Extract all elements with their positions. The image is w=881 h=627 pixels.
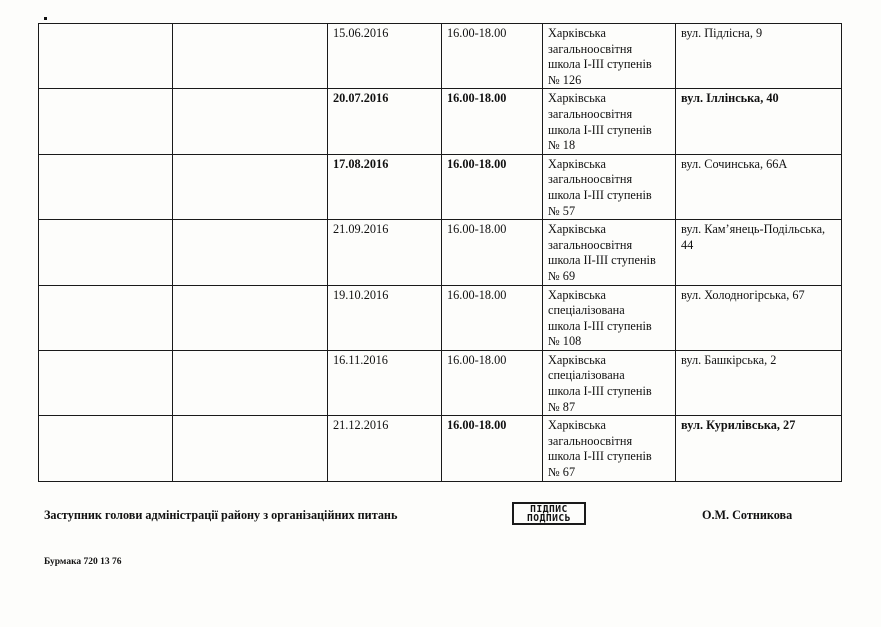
- address-cell: вул. Сочинська, 66А: [676, 154, 842, 219]
- empty-cell: [39, 24, 173, 89]
- table-row: [39, 24, 842, 89]
- stamp-line-1: ПІДПИС: [530, 504, 568, 515]
- empty-cell: [173, 24, 328, 89]
- empty-cell: [173, 89, 328, 154]
- empty-cell: [173, 154, 328, 219]
- empty-cell: [173, 416, 328, 481]
- executor-contact: Бурмака 720 13 76: [44, 557, 122, 567]
- address-cell: вул. Підлісна, 9: [676, 24, 842, 89]
- date-cell: 16.11.2016: [328, 350, 442, 415]
- schedule-table: [38, 23, 842, 482]
- table-row: [39, 89, 842, 154]
- table-row: [39, 154, 842, 219]
- address-cell: вул. Холодногірська, 67: [676, 285, 842, 350]
- empty-cell: [39, 154, 173, 219]
- date-cell: 19.10.2016: [328, 285, 442, 350]
- empty-cell: [39, 220, 173, 285]
- school-cell: Харківська загальноосвітня школа І-ІІІ ступенів № 67: [543, 416, 676, 481]
- table-row: [39, 350, 842, 415]
- scan-dot-mark: [44, 17, 47, 20]
- school-cell: Харківська загальноосвітня школа І-ІІІ ступенів № 57: [543, 154, 676, 219]
- date-cell: 15.06.2016: [328, 24, 442, 89]
- stamp-line-2: ПОДПИСЬ: [527, 513, 571, 525]
- address-cell: вул. Іллінська, 40: [676, 89, 842, 154]
- empty-cell: [173, 350, 328, 415]
- school-cell: Харківська загальноосвітня школа І-ІІІ ступенів № 18: [543, 89, 676, 154]
- empty-cell: [173, 285, 328, 350]
- signature-stamp: [512, 502, 586, 525]
- date-cell: 21.09.2016: [328, 220, 442, 285]
- time-cell: 16.00-18.00: [442, 89, 543, 154]
- time-cell: 16.00-18.00: [442, 154, 543, 219]
- table-row: [39, 416, 842, 481]
- time-cell: 16.00-18.00: [442, 350, 543, 415]
- school-cell: Харківська загальноосвітня школа ІІ-ІІІ ступенів № 69: [543, 220, 676, 285]
- school-cell: Харківська спеціалізована школа І-ІІІ ступенів № 108: [543, 285, 676, 350]
- signatory-position: Заступник голови адміністрації району з організаційних питань: [44, 508, 398, 522]
- address-cell: вул. Курилівська, 27: [676, 416, 842, 481]
- signatory-name: О.М. Сотникова: [702, 508, 793, 522]
- time-cell: 16.00-18.00: [442, 220, 543, 285]
- table-row: [39, 285, 842, 350]
- time-cell: 16.00-18.00: [442, 24, 543, 89]
- address-cell: вул. Кам’янець-Подільська, 44: [676, 220, 842, 285]
- date-cell: 20.07.2016: [328, 89, 442, 154]
- school-cell: Харківська загальноосвітня школа І-ІІІ ступенів № 126: [543, 24, 676, 89]
- time-cell: 16.00-18.00: [442, 416, 543, 481]
- empty-cell: [39, 416, 173, 481]
- empty-cell: [39, 350, 173, 415]
- table-row: [39, 220, 842, 285]
- date-cell: 17.08.2016: [328, 154, 442, 219]
- empty-cell: [39, 89, 173, 154]
- school-cell: Харківська спеціалізована школа І-ІІІ ступенів № 87: [543, 350, 676, 415]
- empty-cell: [39, 285, 173, 350]
- date-cell: 21.12.2016: [328, 416, 442, 481]
- time-cell: 16.00-18.00: [442, 285, 543, 350]
- empty-cell: [173, 220, 328, 285]
- address-cell: вул. Башкірська, 2: [676, 350, 842, 415]
